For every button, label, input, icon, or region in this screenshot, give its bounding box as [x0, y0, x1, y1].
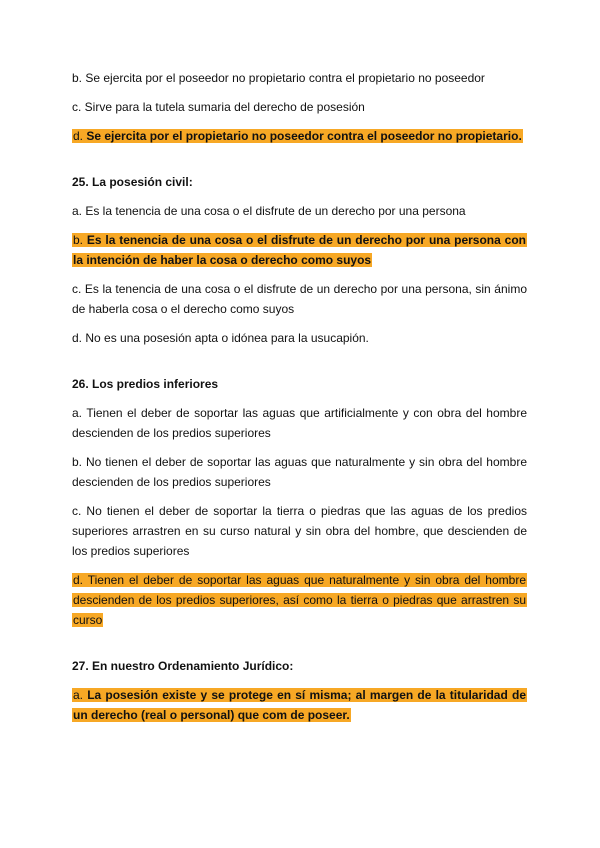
option-a: a. Es la tenencia de una cosa o el disfrute de un derecho por una persona — [72, 204, 466, 218]
answer-highlight — [72, 129, 523, 143]
question-24 — [72, 68, 527, 146]
question-title: 25. La posesión civil: — [72, 175, 193, 189]
option-b-correct — [72, 230, 527, 270]
document-page — [72, 68, 527, 725]
option-d-correct — [72, 126, 527, 146]
question-title: 26. Los predios inferiores — [72, 377, 219, 391]
option-d-correct — [72, 570, 527, 630]
option-text: La posesión existe y se protege en sí misma; al margen de la titularidad de un derecho (real o personal) que com de poseer. — [73, 688, 526, 722]
question-title: 27. En nuestro Ordenamiento Jurídico: — [72, 659, 294, 673]
option-d: d. No es una posesión apta o idónea para la usucapión. — [72, 331, 369, 345]
answer-highlight: d. Tienen el deber de soportar las aguas que naturalmente y sin obra del hombre descienden de los predios superiores, así como la tierra o piedras que arrastren su curso — [73, 573, 526, 627]
option-b: b. Se ejercita por el poseedor no propietario contra el propietario no poseedor — [72, 71, 485, 85]
answer-highlight — [72, 233, 527, 267]
option-text: Es la tenencia de una cosa o el disfrute de un derecho por una persona con la intención de haber la cosa o derecho como suyos — [73, 233, 526, 267]
question-26 — [72, 374, 527, 630]
option-c: c. Es la tenencia de una cosa o el disfrute de un derecho por una persona, sin ánimo de haberla cosa o el derecho como suyos — [72, 282, 527, 316]
option-prefix: a. — [73, 688, 84, 702]
question-27 — [72, 656, 527, 725]
option-prefix: b. — [73, 233, 84, 247]
option-a-correct — [72, 685, 527, 725]
option-text: Se ejercita por el propietario no poseedor contra el poseedor no propietario. — [83, 129, 522, 143]
option-c: c. No tienen el deber de soportar la tierra o piedras que las aguas de los predios superiores arrastren en su curso natural y sin obra del hombre, que descienden de los predios superiores — [72, 504, 527, 558]
option-a: a. Tienen el deber de soportar las aguas que artificialmente y con obra del hombre descienden de los predios superiores — [72, 406, 527, 440]
option-prefix: d. — [73, 129, 84, 143]
answer-highlight — [72, 688, 527, 722]
option-b: b. No tienen el deber de soportar las aguas que naturalmente y sin obra del hombre descienden de los predios superiores — [72, 455, 527, 489]
option-c: c. Sirve para la tutela sumaria del derecho de posesión — [72, 100, 365, 114]
question-25 — [72, 172, 527, 348]
